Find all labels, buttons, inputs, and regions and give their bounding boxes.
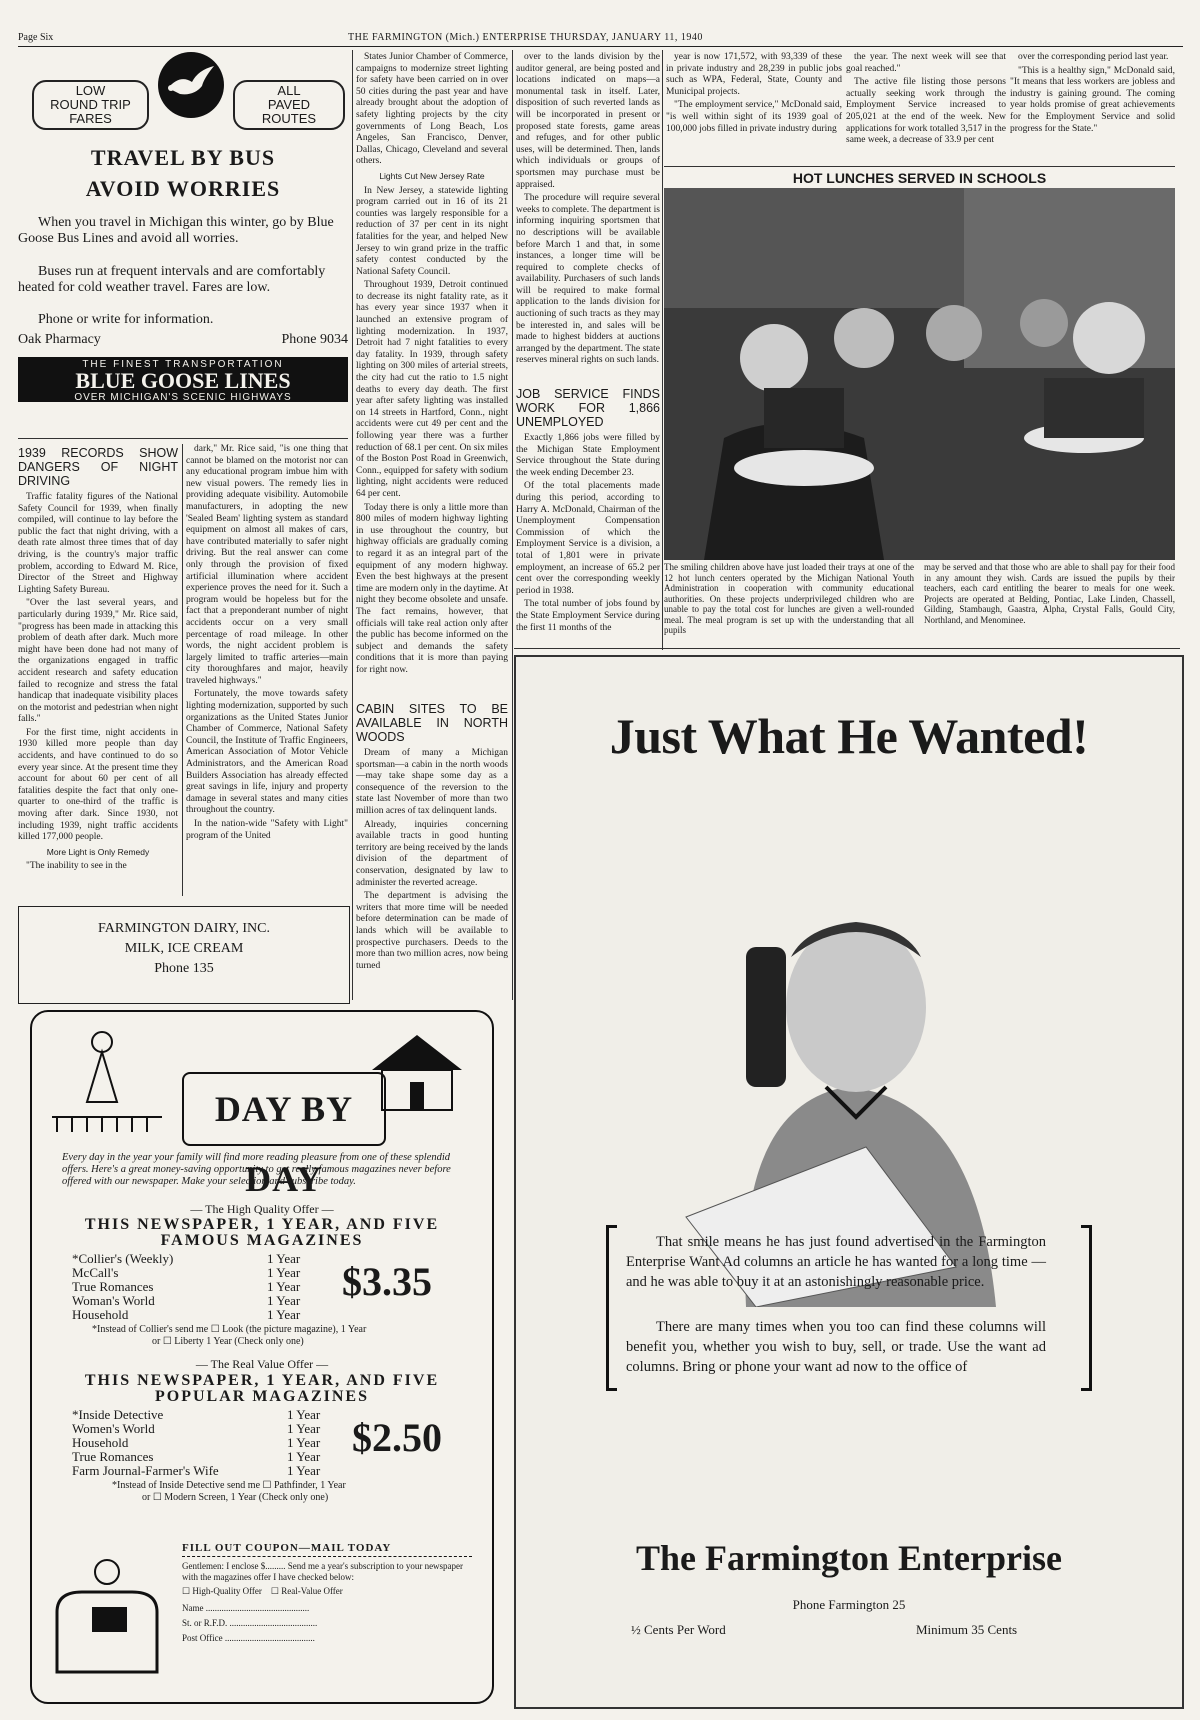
want-ad-phone: Phone Farmington 25 <box>792 1597 906 1612</box>
day-by-day-title: DAY BY DAY <box>182 1072 386 1146</box>
masthead <box>18 30 1183 47</box>
lands-article: over to the lands division by the auditor general, are being posted and locations indicated on maps—a monumental task in itself. Later, disposition of such reverted lands as will be incorporated in present or proposed state forests, game areas and refuges, and for other public uses, will be determined. Then, lands which individuals or groups of sportsmen may purchase must be appraised. The procedure will require several weeks to complete. The department is informing inquiring sportsmen that no descriptions will be available before March 1 and that, in some instances, a longer time will be required to complete checks of availability. Purchasers of such lands will be required to make formal application to the lands division for auctioning of such tracts as they may be interested in, and sales will be made to highest bidders at auctions arranged by the department. The state reserves mineral rights on such lands. <box>516 52 660 366</box>
jobs-article-col1: JOB SERVICE FINDS WORK FOR 1,866 UNEMPLOYED Exactly 1,866 jobs were filled by the Michigan State Employment Service throughout the State during the week ending December 23. Of the total placements made during this period, according to Harry A. McDonald, Chairman of the Unemployment Compensation Commission of which the Employment Service is a division, a total of 1,801 were in private employment, an increase of 65.2 per cent over the corresponding weekly period in 1938. The total number of jobs found by the State Employment Service during the first 11 months of the <box>516 387 660 633</box>
lunches-headline: HOT LUNCHES SERVED IN SCHOOLS <box>792 170 1047 186</box>
want-ad <box>514 655 1184 1709</box>
name-field[interactable]: Name .............................................. <box>182 1603 310 1613</box>
subscription-coupon: FILL OUT COUPON—MAIL TODAY Gentlemen: I enclose $......... Send me a year's subscription to your newspaper with the magazines offer I have checked below: ☐ High-Quality Offer ☐ Real-Value Offer Name .............................................. St. or R.F.D. ....................................... Post Office ........................................ <box>182 1542 472 1682</box>
dairy-phone: Phone 135 <box>154 961 214 976</box>
bus-paragraph-3: Phone or write for information. <box>38 312 214 327</box>
reading-woman-illustration-icon <box>47 1532 167 1682</box>
blue-goose-bus-ad <box>18 52 348 402</box>
records-headline: 1939 RECORDS SHOW DANGERS OF NIGHT DRIVING <box>18 446 178 488</box>
lunches-caption-1: The smiling children above have just loaded their trays at one of the 12 hot lunch centers operated by the Michigan National Youth Administration in cooperation with community educational authorities. On these projects underprivileged children who are unable to pay the total cost for lunches are given a well-rounded meal. The meal program is set up with the understanding that all pupils <box>664 562 914 635</box>
coupon-title: FILL OUT COUPON—MAIL TODAY <box>182 1542 472 1557</box>
avoid-heading: AVOID WORRIES <box>85 176 281 201</box>
offer2-price: $2.50 <box>352 1415 442 1460</box>
woman-illustration-icon <box>42 1022 172 1142</box>
offer1-price: $3.35 <box>342 1259 432 1304</box>
blue-goose-banner: THE FINEST TRANSPORTATION BLUE GOOSE LINES OVER MICHIGAN'S SCENIC HIGHWAYS <box>18 357 348 402</box>
cabin-headline: CABIN SITES TO BE AVAILABLE IN NORTH WOODS <box>356 702 508 744</box>
want-ad-minimum: Minimum 35 Cents <box>916 1622 1018 1637</box>
low-fares-badge: LOW ROUND TRIP FARES <box>32 80 149 130</box>
page-number: Page Six <box>18 32 54 43</box>
want-ad-paragraph-2: There are many times when you too can find these columns will benefit you, whether you wish to buy, sell, or trade. Use the want ad columns. Bring or phone your want ad now to the office of <box>626 1319 1046 1375</box>
paved-routes-badge: ALL PAVED ROUTES <box>233 80 345 130</box>
records-article-col3: States Junior Chamber of Commerce, campaigns to modernize street lighting for safety have been carried on in over 50 cities during the past year and have already brought about the adoption of safety lighting projects by the city governments of Long Beach, Los Angeles, San Francisco, Denver, Dallas, Chicago, Cleveland and several others. Lights Cut New Jersey Rate In New Jersey, a statewide lighting program carried out in 16 of its 21 counties was largely responsible for a reduction of 37 per cent in its night fatalities for the year, and helped New Jersey to win grand prize in the traffic safety contest conducted by the National Safety Council. Throughout 1939, Detroit continued to decrease its night fatality rate, as it has every year since 1937 when it launched an extensive program of lighting modernization. In 1937, Detroit had 7 night fatalities to every day fatality. In 1939, through safety lighting on 300 miles of arterial streets, the city had cut the ratio to 1.5 night deaths to every day death. The first year after safety lighting was installed on 14 streets in Hartford, Conn., night accidents were cut 49 per cent and the following year there was a further reduction of 68.1 per cent. On six miles of the Boston Post Road in Greenwich, Conn., equipped for safety with sodium lighting, night accidents were reduced 64 per cent. Today there is only a little more than 800 miles of modern highway lighting in use throughout the country, but highway officials are gradually coming to regard it as an integral part of the equipment of any modern highway. Even the best highways at the present time are modern only in the daytime. At night they become obsolete and unsafe. The fact remains, however, that officials will take real action only after the public has become informed on the subject and demands the safety conditions that it is more than paying for right now. <box>356 52 508 675</box>
bus-paragraph-2: Buses run at frequent intervals and are comfortably heated for cold weather travel. Fares are low. <box>18 264 326 295</box>
jobs-headline: JOB SERVICE FINDS WORK FOR 1,866 UNEMPLOYED <box>516 387 660 429</box>
dairy-ad <box>18 906 350 1004</box>
offer1-magazine-list: *Collier's (Weekly) McCall's True Romances Woman's World Household <box>72 1251 174 1322</box>
records-article-col1: 1939 RECORDS SHOW DANGERS OF NIGHT DRIVING Traffic fatality figures of the National Safety Council for 1939, when finally compiled, will continue to lay before the public the fact that night driving, with a death rate almost three times that of day driving, is the country's major traffic problem, according to Edward M. Rice, Director of the Street and Highway Lighting Safety Bureau. "Over the last several years, and particularly during 1939," Mr. Rice said, "progress has been made in attacking this problem of death after dark. Much more might have been done had not many of the organizations engaged in traffic accident research and safety education failed to recognize and stress the fatal handicap that inadequate visibility places on the motorist and pedestrian when night falls." For the first time, night accidents in 1930 killed more people than day accidents, and have continued to do so every year since. At the present time they account for about 60 per cent of all fatalities despite the fact that only one-quarter to one-third of the traffic is moving after dark. Since 1930, not including 1939, night traffic accidents killed 177,000 people. More Light is Only Remedy "The inability to see in the <box>18 446 178 872</box>
high-quality-checkbox[interactable]: ☐ High-Quality Offer <box>182 1586 262 1596</box>
masthead-title: THE FARMINGTON (Mich.) ENTERPRISE THURSDAY, JANUARY 11, 1940 <box>348 32 703 43</box>
lunch-photo <box>664 188 1175 560</box>
day-by-day-ad: DAY BY DAY Every day in the year your family will find more reading pleasure from one of these splendid offers. Here's a great money-saving opportunity to get really famous magazines never before offered with our newspaper. Make your selection and subscribe today. — The High Quality Offer — THIS NEWSPAPER, 1 YEAR, AND FIVE FAMOUS MAGAZINES *Collier's (Weekly) McCall's True Romances Woman's World Household 1 Year 1 Year 1 Year 1 Year 1 Year $3.35 *Instead of Collier's send me ☐ Look (the picture magazine), 1 Year or ☐ Liberty 1 Year (Check only one) — The Real Value Offer — THIS NEWSPAPER, 1 YEAR, AND FIVE POPULAR MAGAZINES *Inside Detective Women's World Household True Romances Farm Journal-Farmer's Wife 1 Year 1 Year 1 Year 1 Year 1 Year $2.50 *Instead of Inside Detective send me ☐ Pathfinder, 1 Year or ☐ Modern Screen, 1 Year (Check only one) FILL OUT COUPON—MAIL TODAY Gentlemen: I enclose $......... Send me a year's subscription to your newspaper with the magazines offer I have checked below: ☐ High-Quality Offer ☐ Real-Value Offer Name .............................................. St. or R.F.D. ....................................... Post Office ........................................ <box>30 1010 494 1704</box>
jobs-article-col2: year is now 171,572, with 93,339 of these in private industry and 28,239 in public jobs such as WPA, Federal, State, County and Municipal projects. "The employment service," McDonald said, "is well within sight of its 1939 goal of 100,000 jobs filled in private industry during <box>666 52 842 134</box>
bus-agent: Oak Pharmacy Phone 9034 <box>18 332 348 347</box>
travel-heading: TRAVEL BY BUS <box>90 145 276 170</box>
records-article-col2: dark," Mr. Rice said, "is one thing that cannot be blamed on the motorist nor can any educational program imbue him with new visual powers. The remedy lies in providing adequate visibility. Automobile manufacturers, in adopting the new 'Sealed Beam' lighting system as standard equipment on almost all makes of cars, have contributed materially to safer night driving. But the real answer can come only through the provision of fixed artificial illumination where accident experience proves the need for it. Such a program would be hopeless but for the fact that a preponderant number of night accidents occur on a very small percentage of road mileage. In other words, the night accident problem is largely limited to traffic arteries—main city thoroughfares and major, heavily traveled highways." Fortunately, the move towards safety lighting modernization, supported by such organizations as the United States Junior Chamber of Commerce, National Safety Council, the Institute of Traffic Engineers, American Association of Motor Vehicle Administrators, and the American Road Builders Association has already effected great savings in life, injury and property damage in several states and many cities throughout the country. In the nation-wide "Safety with Light" program of the United <box>186 444 348 841</box>
want-ad-paragraph-1: That smile means he has just found advertised in the Farmington Enterprise Want Ad columns an article he has wanted for a long time — and he was able to buy it at an astonishingly reasonable price. <box>626 1234 1046 1290</box>
real-value-checkbox[interactable]: ☐ Real-Value Offer <box>270 1586 343 1596</box>
dairy-name: FARMINGTON DAIRY, INC. <box>98 921 270 936</box>
want-ad-rate: ½ Cents Per Word <box>631 1622 726 1637</box>
day-by-day-intro: Every day in the year your family will find more reading pleasure from one of these splendid offers. Here's a great money-saving opportunity to get really famous magazines never before offered with our newspaper. Make your selection and subscribe today. <box>62 1152 451 1187</box>
want-ad-title: Just What He Wanted! <box>609 708 1089 764</box>
address-field[interactable]: St. or R.F.D. ....................................... <box>182 1618 318 1628</box>
jobs-article-col3: the year. The next week will see that goal reached." The active file listing those persons actually seeking work through the Employment Service increased to 205,021 at the end of the week. New applications for work totalled 3,517 in the same week, a decrease of 33.9 per cent <box>846 52 1006 146</box>
lunches-caption-2: may be served and that those who are able to shall pay for their food in any amount they wish. Cards are issued the pupils by their teachers, each card entitling the bearer to meals for one week. Projects are operated at Belding, Pontiac, Lake Linden, Chassell, Gilding, Stambaugh, Gaastra, Alpha, Crystal Falls, Gould City, Northland, and Menominee. <box>924 562 1175 625</box>
jobs-article-col4: over the corresponding period last year. "This is a healthy sign," McDonald said, "It means that less workers are jobless and industry is gaining ground. The coming year holds promise of great achievements for the Employment Service and solid progress for the State." <box>1010 52 1175 134</box>
cabin-article: CABIN SITES TO BE AVAILABLE IN NORTH WOODS Dream of many a Michigan sportsman—a cabin in the north woods—may take shape some day as a consequence of the reversion to the state last November of more than two million acres of tax delinquent lands. Already, inquiries concerning available tracts in good hunting territory are being received by the lands division of the department of conservation, designated by law to administer the reverted acreage. The department is advising the writers that more time will be needed before determination can be made of lands which will be available to prospective purchasers. Deeds to the more than two million acres, now being turned <box>356 702 508 971</box>
offer2-magazine-list: *Inside Detective Women's World Household True Romances Farm Journal-Farmer's Wife <box>72 1407 219 1478</box>
goose-logo-icon <box>158 52 224 118</box>
bus-paragraph-1: When you travel in Michigan this winter, go by Blue Goose Bus Lines and avoid all worries. <box>18 215 334 246</box>
post-office-field[interactable]: Post Office ........................................ <box>182 1633 315 1643</box>
enterprise-name: The Farmington Enterprise <box>636 1538 1062 1578</box>
dairy-products: MILK, ICE CREAM <box>124 941 244 956</box>
